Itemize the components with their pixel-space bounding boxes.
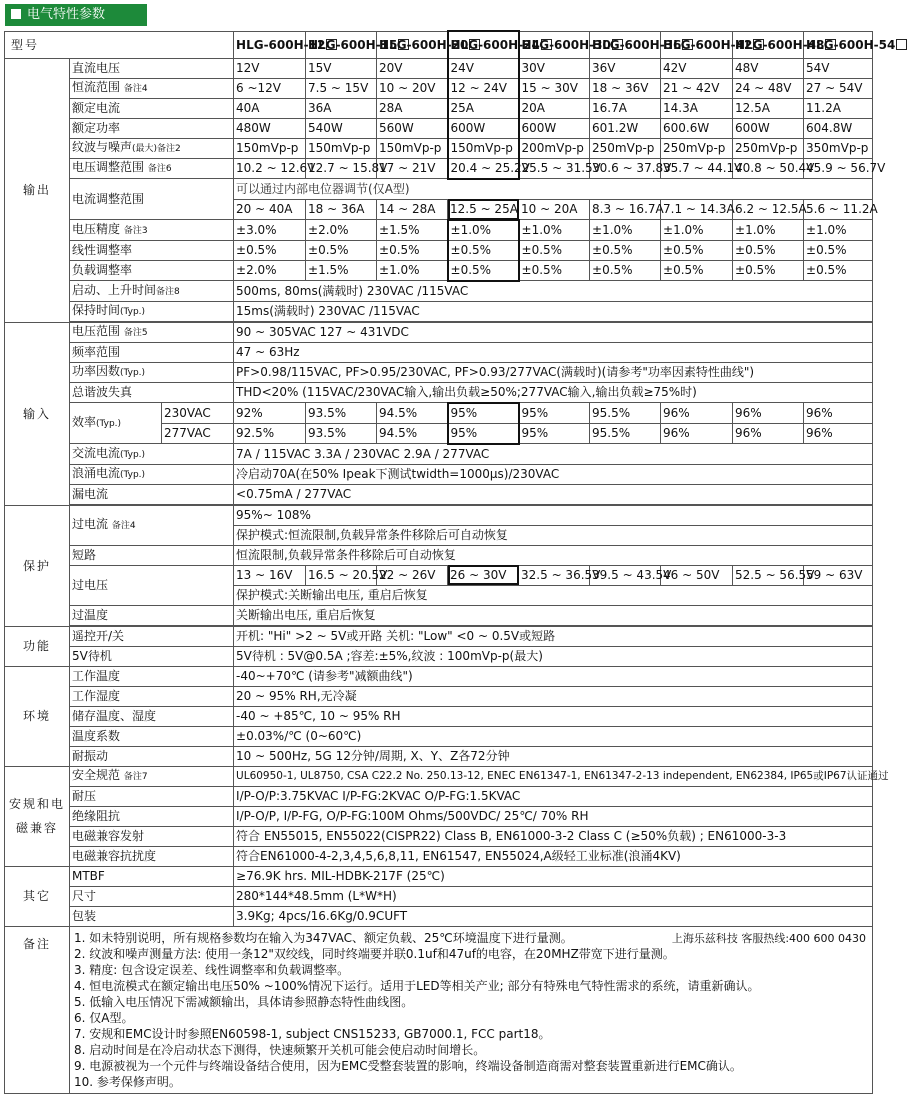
- model-name: HLG-600H-42: [661, 31, 733, 58]
- cell: ±0.03%/℃ (0~60℃): [234, 726, 873, 746]
- row-rise-time: [5, 281, 873, 302]
- row-working-temp: [5, 666, 873, 686]
- row-thd: [5, 382, 873, 403]
- label: 电磁兼容发射: [70, 826, 234, 846]
- cell: -40 ~ +85℃, 10 ~ 95% RH: [234, 706, 873, 726]
- cell: ±0.5%: [733, 260, 804, 281]
- note-item: 2. 纹波和噪声测量方法: 使用一条12"双绞线，同时终端要并联0.1uf和47uf的电容，在20MHZ带宽下进行量测。: [74, 946, 675, 961]
- cell: 95%: [448, 403, 519, 424]
- row-dc-voltage: [5, 58, 873, 78]
- label: 电压调整范围 备注6: [70, 158, 234, 179]
- cell: 39.5 ~ 43.5V: [590, 565, 661, 585]
- label: 绝缘阻抗: [70, 806, 234, 826]
- cell: ±1.0%: [661, 220, 733, 241]
- cell: ≥76.9K hrs. MIL-HDBK-217F (25℃): [234, 866, 873, 886]
- row-mtbf: [5, 866, 873, 886]
- model-name: HLG-600H-36: [590, 31, 661, 58]
- cell: 500ms, 80ms(满载时) 230VAC /115VAC: [234, 281, 873, 302]
- label: 包装: [70, 906, 234, 926]
- cell: ±1.0%: [377, 260, 448, 281]
- cell: 6 ~12V: [234, 78, 306, 98]
- cell: 601.2W: [590, 118, 661, 138]
- cell: 600W: [519, 118, 590, 138]
- cell: ±0.5%: [448, 240, 519, 260]
- group-environment: 环境: [5, 666, 70, 766]
- label: 额定电流: [70, 98, 234, 118]
- cell: 48V: [733, 58, 804, 78]
- label: 温度系数: [70, 726, 234, 746]
- cell: 35.7 ~ 44.1V: [661, 158, 733, 179]
- cell: PF>0.98/115VAC, PF>0.95/230VAC, PF>0.93/277VAC(满载时)(请参考"功率因素特性曲线"): [234, 362, 873, 382]
- hotline: 上海乐兹科技 客服热线:400 600 0430: [671, 931, 867, 945]
- row-leakage: [5, 484, 873, 504]
- cell: 8.3 ~ 16.7A: [590, 199, 661, 220]
- label: 遥控开/关: [70, 626, 234, 646]
- cell: 96%: [733, 423, 804, 444]
- cell: 14 ~ 28A: [377, 199, 448, 220]
- cell: ±1.0%: [590, 220, 661, 241]
- row-inrush: [5, 464, 873, 484]
- row-voltage-accuracy: [5, 220, 873, 241]
- square-bullet-icon: [11, 9, 21, 19]
- row-hold-time: [5, 301, 873, 321]
- row-cc-range: [5, 78, 873, 98]
- cell: ±1.0%: [804, 220, 873, 241]
- cell: 96%: [733, 403, 804, 424]
- cell: 12.5 ~ 25A: [448, 199, 519, 220]
- row-ripple-noise: [5, 138, 873, 158]
- cell: 94.5%: [377, 423, 448, 444]
- cell: 54V: [804, 58, 873, 78]
- label: 启动、上升时间备注8: [70, 281, 234, 302]
- cell: 46 ~ 50V: [661, 565, 733, 585]
- label: 线性调整率: [70, 240, 234, 260]
- cell: ±1.0%: [519, 220, 590, 241]
- cell: ±0.5%: [661, 240, 733, 260]
- cell: 93.5%: [306, 403, 377, 424]
- cell: 30.6 ~ 37.8V: [590, 158, 661, 179]
- label: 频率范围: [70, 342, 234, 362]
- cell: 95%: [519, 403, 590, 424]
- cell: 17 ~ 21V: [377, 158, 448, 179]
- row-storage: [5, 706, 873, 726]
- cell: 92.5%: [234, 423, 306, 444]
- label: 电压范围 备注5: [70, 322, 234, 342]
- cell: 45.9 ~ 56.7V: [804, 158, 873, 179]
- cell: 20.4 ~ 25.2V: [448, 158, 519, 179]
- row-efficiency-230: [5, 403, 873, 424]
- cell: ±0.5%: [733, 240, 804, 260]
- row-power-factor: [5, 362, 873, 382]
- note-item: 7. 安规和EMC设计时参照EN60598-1, subject CNS15233, GB7000.1, FCC part18。: [74, 1026, 551, 1041]
- row-emc-immunity: [5, 846, 873, 866]
- cell: 7A / 115VAC 3.3A / 230VAC 2.9A / 277VAC: [234, 444, 873, 465]
- cell: 250mVp-p: [661, 138, 733, 158]
- cell: 30V: [519, 58, 590, 78]
- group-others: 其它: [5, 866, 70, 926]
- cell: 36A: [306, 98, 377, 118]
- cell: ±0.5%: [661, 260, 733, 281]
- row-working-humidity: [5, 686, 873, 706]
- group-input: 输入: [5, 322, 70, 505]
- row-overvoltage-1: [5, 565, 873, 585]
- cell: 95.5%: [590, 423, 661, 444]
- cell: 13 ~ 16V: [234, 565, 306, 585]
- cell: 12 ~ 24V: [448, 78, 519, 98]
- cell: 12.5A: [733, 98, 804, 118]
- cell: ±1.5%: [306, 260, 377, 281]
- group-function: 功能: [5, 626, 70, 666]
- cell: 27 ~ 54V: [804, 78, 873, 98]
- cell: 24 ~ 48V: [733, 78, 804, 98]
- cell: 16.5 ~ 20.5V: [306, 565, 377, 585]
- label: 过电流 备注4: [70, 505, 234, 545]
- cell: 96%: [661, 403, 733, 424]
- cell: 277VAC: [162, 423, 234, 444]
- label: 恒流范围 备注4: [70, 78, 234, 98]
- row-isolation: [5, 806, 873, 826]
- model-name: HLG-600H-15: [306, 31, 377, 58]
- cell: 95%~ 108%: [234, 505, 873, 525]
- cell: 600.6W: [661, 118, 733, 138]
- cell: 36V: [590, 58, 661, 78]
- row-frequency: [5, 342, 873, 362]
- label: 额定功率: [70, 118, 234, 138]
- note-item: 9. 电源被视为一个元件与终端设备结合使用，因为EMC受整套装置的影响，终端设备制造商需对整套装置重新进行EMC确认。: [74, 1058, 742, 1073]
- cell: 符合 EN55015, EN55022(CISPR22) Class B, EN61000-3-2 Class C (≥50%负载) ; EN61000-3-3: [234, 826, 873, 846]
- row-vibration: [5, 746, 873, 766]
- cell: 42V: [661, 58, 733, 78]
- cell: 600W: [733, 118, 804, 138]
- cell: 93.5%: [306, 423, 377, 444]
- cell: ±0.5%: [234, 240, 306, 260]
- cell: 150mVp-p: [448, 138, 519, 158]
- cell: 95%: [448, 423, 519, 444]
- cell: UL60950-1, UL8750, CSA C22.2 No. 250.13-12, ENEC EN61347-1, EN61347-2-13 independent, EN62384, IP65或IP67认证通过: [234, 766, 873, 786]
- note-item: 4. 恒电流模式在额定输出电压50% ~100%情况下运行。适用于LED等相关产业; 部分有特殊电气特性需求的系统，请重新确认。: [74, 978, 760, 993]
- model-name: HLG-600H-54: [804, 31, 873, 58]
- label: 工作湿度: [70, 686, 234, 706]
- cell: I/P-O/P, I/P-FG, O/P-FG:100M Ohms/500VDC/ 25℃/ 70% RH: [234, 806, 873, 826]
- row-withstand: [5, 786, 873, 806]
- cell: 150mVp-p: [306, 138, 377, 158]
- cell: 15V: [306, 58, 377, 78]
- row-short-circuit: [5, 545, 873, 565]
- cell: ±0.5%: [377, 240, 448, 260]
- row-load-regulation: [5, 260, 873, 281]
- notes-cell: [70, 926, 873, 1093]
- cell: 604.8W: [804, 118, 873, 138]
- group-safety: 安规和电磁兼容: [5, 766, 70, 866]
- cell: 200mVp-p: [519, 138, 590, 158]
- label: 负载调整率: [70, 260, 234, 281]
- cell: 保护模式:关断输出电压, 重启后恢复: [234, 585, 873, 605]
- cell: 52.5 ~ 56.5V: [733, 565, 804, 585]
- cell: 7.5 ~ 15V: [306, 78, 377, 98]
- cell: 40A: [234, 98, 306, 118]
- cell: 150mVp-p: [377, 138, 448, 158]
- label: 5V待机: [70, 646, 234, 666]
- row-safety-std: [5, 766, 873, 786]
- label: 保持时间(Typ.): [70, 301, 234, 321]
- label: 短路: [70, 545, 234, 565]
- cell: 可以通过内部电位器调节(仅A型): [234, 179, 873, 200]
- cell: 16.7A: [590, 98, 661, 118]
- row-overcurrent-1: [5, 505, 873, 525]
- row-dimension: [5, 886, 873, 906]
- cell: 11.2A: [804, 98, 873, 118]
- label: 过温度: [70, 605, 234, 625]
- cell: 21 ~ 42V: [661, 78, 733, 98]
- row-temp-coeff: [5, 726, 873, 746]
- model-name-highlighted: HLG-600H-24: [448, 31, 519, 58]
- group-output: 输出: [5, 58, 70, 322]
- cell: ±1.0%: [733, 220, 804, 241]
- model-label: 型号: [5, 31, 234, 58]
- cell: 18 ~ 36V: [590, 78, 661, 98]
- cell: I/P-O/P:3.75KVAC I/P-FG:2KVAC O/P-FG:1.5KVAC: [234, 786, 873, 806]
- cell: ±0.5%: [590, 240, 661, 260]
- cell: ±2.0%: [306, 220, 377, 241]
- cell: 560W: [377, 118, 448, 138]
- group-protection: 保护: [5, 505, 70, 626]
- cell: 250mVp-p: [733, 138, 804, 158]
- cell: 96%: [804, 423, 873, 444]
- label: 电流调整范围: [70, 179, 234, 220]
- cell: 150mVp-p: [234, 138, 306, 158]
- row-remote: [5, 626, 873, 646]
- cell: 540W: [306, 118, 377, 138]
- cell: THD<20% (115VAC/230VAC输入,输出负载≥50%;277VAC输入,输出负载≥75%时): [234, 382, 873, 403]
- row-rated-power: [5, 118, 873, 138]
- cell: 250mVp-p: [590, 138, 661, 158]
- cell: 10 ~ 20A: [519, 199, 590, 220]
- cell: ±1.0%: [448, 220, 519, 241]
- cell: ±0.5%: [804, 260, 873, 281]
- note-item: 1. 如未特别说明，所有规格参数均在输入为347VAC、额定负载、25℃环境温度下进行量测。: [74, 930, 573, 945]
- row-rated-current: [5, 98, 873, 118]
- cell: 25A: [448, 98, 519, 118]
- cell: ±0.5%: [306, 240, 377, 260]
- cell: 32.5 ~ 36.5V: [519, 565, 590, 585]
- cell: 92%: [234, 403, 306, 424]
- row-standby: [5, 646, 873, 666]
- cell: 480W: [234, 118, 306, 138]
- note-item: 6. 仅A型。: [74, 1010, 134, 1025]
- label: 过电压: [70, 565, 234, 605]
- group-notes: 备注: [5, 926, 70, 1093]
- cell: 10 ~ 500Hz, 5G 12分钟/周期, X、Y、Z各72分钟: [234, 746, 873, 766]
- section-title: 电气特性参数: [27, 7, 106, 22]
- cell: 20V: [377, 58, 448, 78]
- model-name: HLG-600H-48: [733, 31, 804, 58]
- model-name: HLG-600H-12: [234, 31, 306, 58]
- cell: 280*144*48.5mm (L*W*H): [234, 886, 873, 906]
- cell: 95%: [519, 423, 590, 444]
- cell: 350mVp-p: [804, 138, 873, 158]
- label: 效率(Typ.): [70, 403, 162, 444]
- cell: 40.8 ~ 50.4V: [733, 158, 804, 179]
- cell: ±0.5%: [519, 240, 590, 260]
- cell: -40~+70℃ (请参考"减额曲线"): [234, 666, 873, 686]
- cell: 230VAC: [162, 403, 234, 424]
- cell: ±0.5%: [448, 260, 519, 281]
- cell: 15 ~ 30V: [519, 78, 590, 98]
- note-item: 3. 精度: 包含设定误差、线性调整率和负载调整率。: [74, 962, 350, 977]
- cell: 26 ~ 30V: [448, 565, 519, 585]
- row-overtemp: [5, 605, 873, 625]
- cell: 59 ~ 63V: [804, 565, 873, 585]
- cell: 96%: [661, 423, 733, 444]
- cell: 20A: [519, 98, 590, 118]
- row-voltage-adj: [5, 158, 873, 179]
- row-emc-emission: [5, 826, 873, 846]
- label: 电压精度 备注3: [70, 220, 234, 241]
- cell: 冷启动70A(在50% Ipeak下测试twidth=1000μs)/230VAC: [234, 464, 873, 484]
- cell: ±2.0%: [234, 260, 306, 281]
- cell: <0.75mA / 277VAC: [234, 484, 873, 504]
- cell: ±0.5%: [590, 260, 661, 281]
- label: 工作温度: [70, 666, 234, 686]
- model-name: HLG-600H-30: [519, 31, 590, 58]
- label: 电磁兼容抗扰度: [70, 846, 234, 866]
- row-packing: [5, 906, 873, 926]
- cell: 20 ~ 95% RH,无冷凝: [234, 686, 873, 706]
- cell: 96%: [804, 403, 873, 424]
- cell: 24V: [448, 58, 519, 78]
- section-header: [5, 4, 147, 26]
- cell: 12.7 ~ 15.8V: [306, 158, 377, 179]
- note-item: 8. 启动时间是在冷启动状态下测得，快速频繁开关机可能会使启动时间增长。: [74, 1042, 486, 1057]
- cell: 关断输出电压, 重启后恢复: [234, 605, 873, 625]
- cell: 18 ~ 36A: [306, 199, 377, 220]
- cell: 5V待机 : 5V@0.5A ;容差:±5%,纹波 : 100mVp-p(最大): [234, 646, 873, 666]
- cell: 600W: [448, 118, 519, 138]
- cell: 20 ~ 40A: [234, 199, 306, 220]
- model-row: [5, 31, 873, 58]
- label: 功率因数(Typ.): [70, 362, 234, 382]
- label: 交流电流(Typ.): [70, 444, 234, 465]
- cell: 47 ~ 63Hz: [234, 342, 873, 362]
- label: 总谐波失真: [70, 382, 234, 403]
- label: 耐压: [70, 786, 234, 806]
- cell: ±0.5%: [519, 260, 590, 281]
- cell: 保护模式:恒流限制,负载异常条件移除后可自动恢复: [234, 525, 873, 545]
- row-current-adj-desc: [5, 179, 873, 200]
- cell: 25.5 ~ 31.5V: [519, 158, 590, 179]
- label: 安全规范 备注7: [70, 766, 234, 786]
- cell: 95.5%: [590, 403, 661, 424]
- label: 储存温度、湿度: [70, 706, 234, 726]
- note-item: 5. 低输入电压情况下需减额输出，具体请参照静态特性曲线图。: [74, 994, 414, 1009]
- label: 漏电流: [70, 484, 234, 504]
- cell: ±0.5%: [804, 240, 873, 260]
- cell: 90 ~ 305VAC 127 ~ 431VDC: [234, 322, 873, 342]
- cell: 符合EN61000-4-2,3,4,5,6,8,11, EN61547, EN55024,A级轻工业标准(浪涌4KV): [234, 846, 873, 866]
- label: 直流电压: [70, 58, 234, 78]
- model-name: HLG-600H-20: [377, 31, 448, 58]
- label: 尺寸: [70, 886, 234, 906]
- cell: 22 ~ 26V: [377, 565, 448, 585]
- cell: 6.2 ~ 12.5A: [733, 199, 804, 220]
- row-notes: [5, 926, 873, 1093]
- cell: ±1.5%: [377, 220, 448, 241]
- row-ac-current: [5, 444, 873, 465]
- cell: 94.5%: [377, 403, 448, 424]
- label: 浪涌电流(Typ.): [70, 464, 234, 484]
- label: 耐振动: [70, 746, 234, 766]
- cell: 开机: "Hi" >2 ~ 5V或开路 关机: "Low" <0 ~ 0.5V或短路: [234, 626, 873, 646]
- cell: 28A: [377, 98, 448, 118]
- label: MTBF: [70, 866, 234, 886]
- cell: 12V: [234, 58, 306, 78]
- cell: 3.9Kg; 4pcs/16.6Kg/0.9CUFT: [234, 906, 873, 926]
- row-line-regulation: [5, 240, 873, 260]
- cell: 恒流限制,负载异常条件移除后可自动恢复: [234, 545, 873, 565]
- cell: 14.3A: [661, 98, 733, 118]
- cell: 7.1 ~ 14.3A: [661, 199, 733, 220]
- spec-table: [4, 30, 896, 1094]
- label: 纹波与噪声(最大)备注2: [70, 138, 234, 158]
- row-voltage-range: [5, 322, 873, 342]
- cell: 15ms(满载时) 230VAC /115VAC: [234, 301, 873, 321]
- cell: 10.2 ~ 12.6V: [234, 158, 306, 179]
- checkbox-icon: [896, 39, 907, 50]
- cell: 10 ~ 20V: [377, 78, 448, 98]
- cell: ±3.0%: [234, 220, 306, 241]
- cell: 5.6 ~ 11.2A: [804, 199, 873, 220]
- note-item: 10. 参考保修声明。: [74, 1074, 181, 1089]
